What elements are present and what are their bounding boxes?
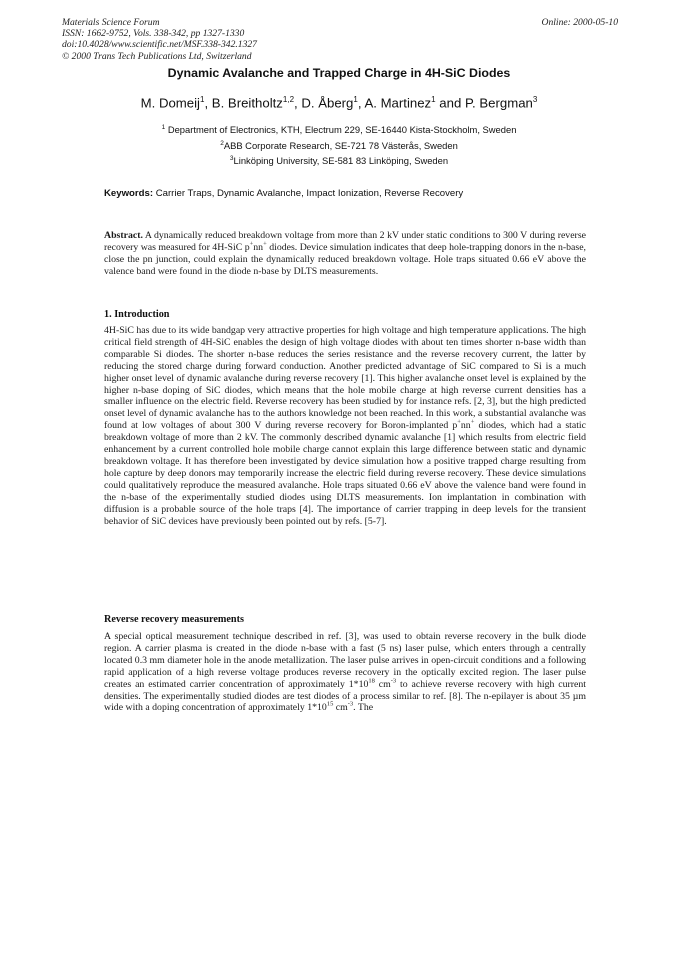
journal-metadata bbox=[62, 17, 362, 62]
author-affiliation-mark: 3 bbox=[532, 95, 538, 104]
author-list bbox=[0, 95, 678, 110]
affiliation-mark: 3 bbox=[229, 155, 234, 162]
rr-text: to achieve reverse recovery with high current densities. The experimentally studied diodes are test diodes of a process similar to ref. [8]. The n-epilayer is about 35 µm wide with a doping concentration of approximately 1*10 bbox=[104, 678, 586, 714]
abstract-text: A dynamically reduced breakdown voltage from more than 2 kV under static conditions to 300 V during reverse recovery was measured for 4H-SiC p bbox=[104, 230, 586, 253]
author-affiliation-mark: 1 bbox=[353, 95, 358, 104]
abstract-paragraph bbox=[104, 230, 586, 278]
affiliation-mark: 1 bbox=[161, 124, 166, 131]
reverse-recovery-paragraph bbox=[104, 631, 586, 714]
rr-text: cm bbox=[333, 702, 348, 714]
section-heading-reverse-recovery: Reverse recovery measurements bbox=[104, 614, 244, 625]
author-separator: and bbox=[435, 95, 465, 111]
author-name: D. Åberg bbox=[301, 95, 354, 111]
issn-line: ISSN: 1662-9752, Vols. 338-342, pp 1327-1330 bbox=[62, 28, 245, 40]
affiliation-text: Department of Electronics, KTH, Electrum 229, SE-16440 Kista-Stockholm, Sweden bbox=[167, 124, 517, 136]
abstract-text: diodes. Device simulation indicates that deep hole-trapping donors in the n-base, close the pn junction, could explain the dynamically reduced breakdown voltage. Hole traps situated 0.66 eV above the valence band were found in the diode n-base by DLTS measurements. bbox=[104, 241, 586, 277]
superscript: + bbox=[457, 418, 461, 426]
rr-text: A special optical measurement technique described in ref. [3], was used to obtain reverse recovery in the bulk diode region. A carrier plasma is created in the diode n-base with a fast (5 ns) laser pulse, which enters through a centrally located 0.3 mm diameter hole in the anode metallization. The laser pulse arrives in open-circuit conditions and a following rapid application of a high reverse voltage produces reverse recovery in the optically excited region. The laser pulse creates an estimated carrier concentration of approximately 1*10 bbox=[104, 631, 586, 690]
journal-name: Materials Science Forum bbox=[62, 17, 160, 28]
affiliation-text: Linköping University, SE-581 83 Linköping, Sweden bbox=[233, 155, 449, 167]
author-name: M. Domeij bbox=[140, 95, 200, 111]
author-affiliation-mark: 1 bbox=[200, 95, 205, 104]
superscript: -3 bbox=[347, 701, 354, 709]
keywords bbox=[104, 188, 463, 199]
affiliation-text: ABB Corporate Research, SE-721 78 Västerås, Sweden bbox=[223, 140, 458, 152]
superscript: + bbox=[249, 240, 254, 248]
author-name: A. Martinez bbox=[364, 95, 432, 111]
author-affiliation-mark: 1,2 bbox=[282, 95, 295, 104]
affiliation bbox=[0, 155, 678, 166]
abstract-text: nn bbox=[253, 241, 264, 253]
rr-text: . The bbox=[353, 702, 374, 714]
online-date: Online: 2000-05-10 bbox=[541, 17, 618, 28]
author-affiliation-mark: 1 bbox=[431, 95, 436, 104]
copyright-line: © 2000 Trans Tech Publications Ltd, Switzerland bbox=[62, 50, 252, 62]
affiliation bbox=[0, 140, 678, 151]
superscript: 15 bbox=[326, 701, 334, 709]
intro-text: diodes, which had a static breakdown voltage of more than 2 kV. The commonly described dynamic avalanche [1] which results from electric field enhancement by a current controlled hole mobile charge cannot explain this large difference between static and dynamic breakdown voltage. It has therefore been investigated by device simulation how a positive trapped charge resulting from hole capture by deep donors may temporarily increase the electric field during reverse recovery. These device simulations could qualitatively reproduce the measured avalanche. Hole traps situated 0.66 eV above the valence band were found in the n-base of the experimentally studied diodes using DLTS measurements. Ion implantation in combination with diffusion is a probable source of the hole traps [4]. The importance of carrier trapping in deep levels for the transient behavior of SiC devices have previously been pointed out by refs. [5-7]. bbox=[104, 420, 586, 527]
section-heading-introduction: 1. Introduction bbox=[104, 309, 170, 320]
intro-text: nn bbox=[460, 420, 471, 432]
rr-text: cm bbox=[374, 678, 391, 690]
paper-title: Dynamic Avalanche and Trapped Charge in 4H-SiC Diodes bbox=[167, 66, 511, 80]
superscript: + bbox=[263, 240, 267, 248]
introduction-paragraph bbox=[104, 325, 586, 527]
superscript: + bbox=[470, 418, 475, 426]
affiliation bbox=[0, 124, 678, 135]
author-separator: , bbox=[294, 95, 302, 111]
keywords-text: Carrier Traps, Dynamic Avalanche, Impact Ionization, Reverse Recovery bbox=[155, 188, 464, 199]
author-name: P. Bergman bbox=[464, 95, 533, 111]
keywords-label: Keywords: bbox=[104, 188, 154, 199]
superscript: -3 bbox=[390, 677, 397, 685]
abstract-label: Abstract. bbox=[104, 230, 143, 241]
affiliation-mark: 2 bbox=[220, 140, 224, 147]
doi-link[interactable]: doi:10.4028/www.scientific.net/MSF.338-342.1327 bbox=[62, 39, 257, 51]
intro-text: 4H-SiC has due to its wide bandgap very attractive properties for high voltage and high temperature applications. The high critical field strength of 4H-SiC enables the design of high voltage diodes with about ten times shorter n-base width than comparable Si diodes. The shorter n-base reduces the series resistance and the reverse recovery current, the latter by reducing the stored charge during forward conduction. Another predicted advantage of SiC compared to Si is a much higher onset level of dynamic avalanche during reverse recovery [1]. This higher avalanche onset level is explained by the higher n-base doping of SiC diodes, which means that the hole mobile charge at high reverse current densities has a smaller influence on the electric field. Reverse recovery has been studied by for instance refs. [2, 3], but the high predicted onset level of dynamic avalanche has to the authors knowledge not been reached. In this work, a substantial avalanche was found at low voltages of about 300 V during reverse recovery for Boron-implanted p bbox=[104, 325, 586, 432]
superscript: 18 bbox=[368, 677, 375, 685]
author-name: B. Breitholtz bbox=[211, 95, 283, 111]
author-separator: , bbox=[357, 95, 365, 111]
author-separator: , bbox=[204, 95, 212, 111]
